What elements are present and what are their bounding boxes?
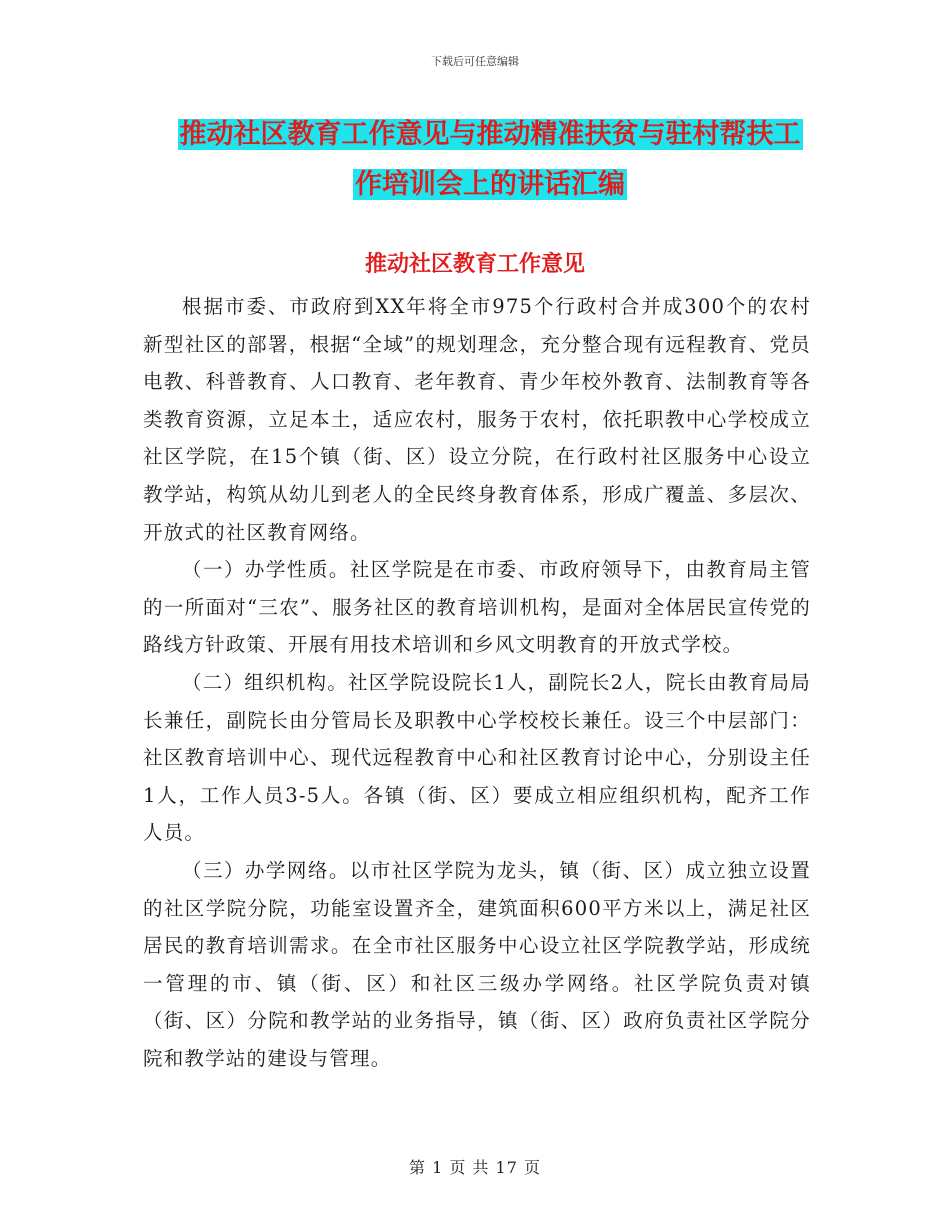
document-title [140, 110, 840, 210]
paragraph-intro: 根据市委、市政府到XX年将全市975个行政村合并成300个的农村新型社区的部署，根据“全域”的规划理念，充分整合现有远程教育、党员电教、科普教育、人口教育、老年教育、青少年校外教育、法制教育等各类教育资源，立足本土，适应农村，服务于农村，依托职教中心学校成立社区学院，在15个镇（街、区）设立分院，在行政村社区服务中心设立教学站，构筑从幼儿到老人的全民终身教育体系，形成广覆盖、多层次、开放式的社区教育网络。 [143, 295, 811, 544]
title-line-2: 作培训会上的讲话汇编 [355, 169, 625, 200]
header-note: 下载后可任意编辑 [431, 55, 519, 68]
section-title: 推动社区教育工作意见 [364, 251, 585, 277]
paragraph-organization: （二）组织机构。社区学院设院长1人，副院长2人，院长由教育局局长兼任，副院长由分管局长及职教中心学校校长兼任。设三个中层部门：社区教育培训中心、现代远程教育中心和社区教育讨论中心，分别设主任1人，工作人员3-5人。各镇（街、区）要成立相应组织机构，配齐工作人员。 [143, 670, 811, 845]
paragraph-network: （三）办学网络。以市社区学院为龙头，镇（街、区）成立独立设置的社区学院分院，功能室设置齐全，建筑面积600平方米以上，满足社区居民的教育培训需求。在全市社区服务中心设立社区学院教学站，形成统一管理的市、镇（街、区）和社区三级办学网络。社区学院负责对镇（街、区）分院和教学站的业务指导，镇（街、区）政府负责社区学院分院和教学站的建设与管理。 [143, 858, 811, 1070]
page-footer: 第 1 页 共 17 页 [409, 1158, 541, 1177]
document-body [143, 288, 811, 1077]
paragraph-nature: （一）办学性质。社区学院是在市委、市政府领导下，由教育局主管的一所面对“三农”、服务社区的教育培训机构，是面对全体居民宣传党的路线方针政策、开展有用技术培训和乡风文明教育的开放式学校。 [143, 558, 811, 657]
title-line-1: 推动社区教育工作意见与推动精准扶贫与驻村帮扶工 [179, 119, 801, 150]
